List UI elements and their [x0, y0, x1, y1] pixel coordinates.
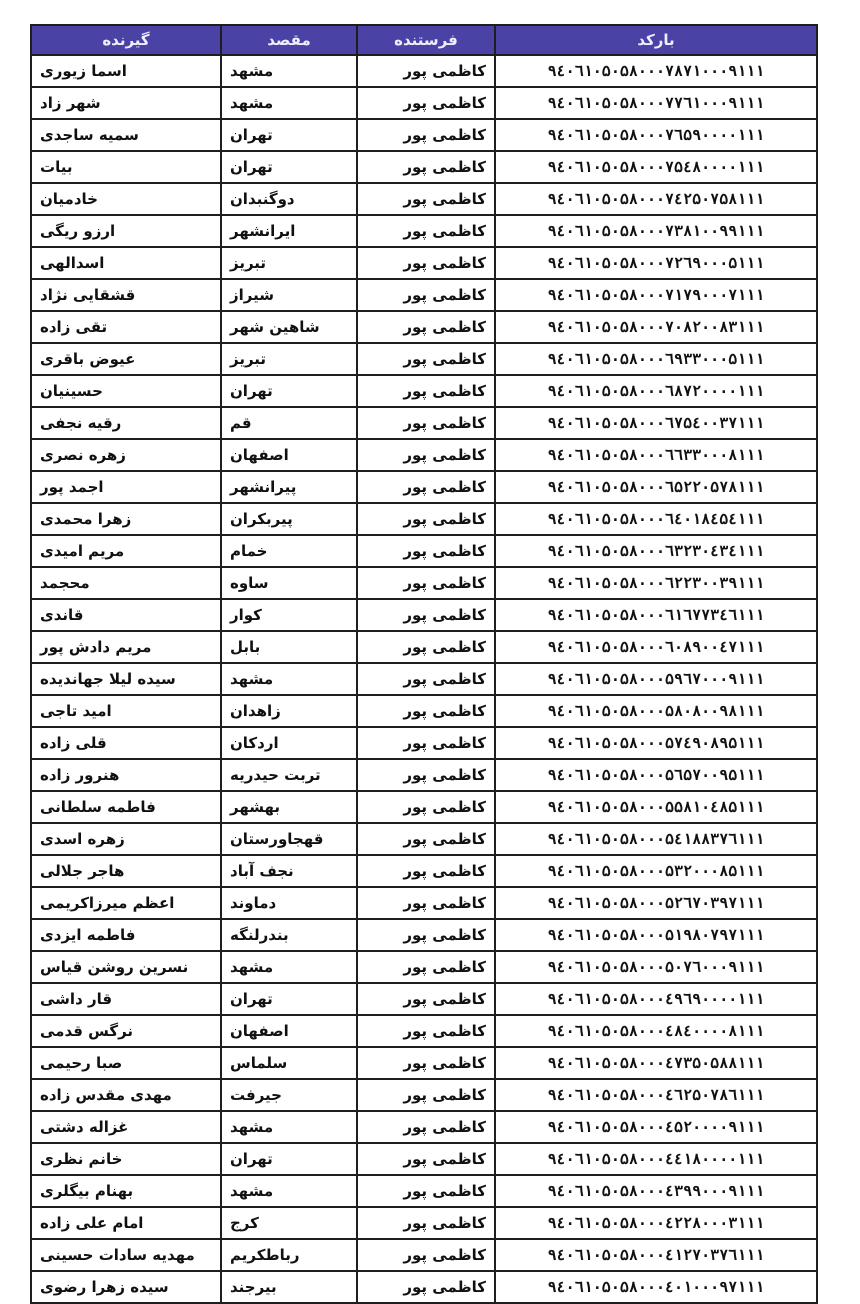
- destination-cell: اصفهان: [221, 1015, 357, 1047]
- barcode-cell: ۹٤۰٦۱۰۵۰۵۸۰۰۰۵۹٦۷۰۰۰۹۱۱۱: [495, 663, 817, 695]
- destination-cell: مشهد: [221, 951, 357, 983]
- destination-cell: شیراز: [221, 279, 357, 311]
- barcode-cell: ۹٤۰٦۱۰۵۰۵۸۰۰۰۵۸۰۸۰۰۹۸۱۱۱: [495, 695, 817, 727]
- table-row: [31, 759, 817, 791]
- barcode-cell: ۹٤۰٦۱۰۵۰۵۸۰۰۰٤۷۳۵۰۵۸۸۱۱۱: [495, 1047, 817, 1079]
- destination-cell: مشهد: [221, 1175, 357, 1207]
- sender-cell: کاظمی پور: [357, 247, 495, 279]
- receiver-cell: زهره نصری: [31, 439, 221, 471]
- destination-cell: تربت حیدریه: [221, 759, 357, 791]
- table-row: [31, 535, 817, 567]
- barcode-cell: ۹٤۰٦۱۰۵۰۵۸۰۰۰۵۲٦۷۰۳۹۷۱۱۱: [495, 887, 817, 919]
- sender-cell: کاظمی پور: [357, 439, 495, 471]
- barcode-cell: ۹٤۰٦۱۰۵۰۵۸۰۰۰۷۷٦۱۰۰۰۹۱۱۱: [495, 87, 817, 119]
- receiver-cell: حسینیان: [31, 375, 221, 407]
- receiver-cell: هاجر جلالی: [31, 855, 221, 887]
- destination-cell: تبریز: [221, 247, 357, 279]
- destination-cell: تهران: [221, 1143, 357, 1175]
- table-row: [31, 567, 817, 599]
- receiver-cell: مهدی مقدس زاده: [31, 1079, 221, 1111]
- receiver-cell: امید تاجی: [31, 695, 221, 727]
- table-row: [31, 1015, 817, 1047]
- receiver-cell: فاطمه ایزدی: [31, 919, 221, 951]
- barcode-cell: ۹٤۰٦۱۰۵۰۵۸۰۰۰۷٤۲۵۰۷۵۸۱۱۱: [495, 183, 817, 215]
- receiver-cell: سیده زهرا رضوی: [31, 1271, 221, 1303]
- receiver-cell: زهره اسدی: [31, 823, 221, 855]
- receiver-cell: عیوض باقری: [31, 343, 221, 375]
- destination-cell: رباطکریم: [221, 1239, 357, 1271]
- destination-cell: سلماس: [221, 1047, 357, 1079]
- barcode-cell: ۹٤۰٦۱۰۵۰۵۸۰۰۰٦۳۲۳۰٤۳٤۱۱۱: [495, 535, 817, 567]
- barcode-cell: ۹٤۰٦۱۰۵۰۵۸۰۰۰٦۹۳۳۰۰۰۵۱۱۱: [495, 343, 817, 375]
- receiver-cell: خانم نظری: [31, 1143, 221, 1175]
- sender-cell: کاظمی پور: [357, 471, 495, 503]
- destination-cell: تهران: [221, 983, 357, 1015]
- table-row: [31, 1079, 817, 1111]
- barcode-cell: ۹٤۰٦۱۰۵۰۵۸۰۰۰۷۵٤۸۰۰۰۰۱۱۱: [495, 151, 817, 183]
- receiver-cell: غزاله دشتی: [31, 1111, 221, 1143]
- receiver-cell: زهرا محمدی: [31, 503, 221, 535]
- table-row: [31, 87, 817, 119]
- receiver-cell: فاطمه سلطانی: [31, 791, 221, 823]
- header-receiver: گیرنده: [31, 25, 221, 55]
- table-row: [31, 887, 817, 919]
- table-row: [31, 183, 817, 215]
- barcode-cell: ۹٤۰٦۱۰۵۰۵۸۰۰۰٤۵۲۰۰۰۰۹۱۱۱: [495, 1111, 817, 1143]
- sender-cell: کاظمی پور: [357, 791, 495, 823]
- table-row: [31, 823, 817, 855]
- sender-cell: کاظمی پور: [357, 631, 495, 663]
- header-barcode: بارکد: [495, 25, 817, 55]
- table-row: [31, 55, 817, 87]
- table-row: [31, 375, 817, 407]
- table-row: [31, 695, 817, 727]
- shipment-table: [30, 24, 818, 1304]
- barcode-cell: ۹٤۰٦۱۰۵۰۵۸۰۰۰٤۰۱۰۰۰۹۷۱۱۱: [495, 1271, 817, 1303]
- table-row: [31, 919, 817, 951]
- sender-cell: کاظمی پور: [357, 695, 495, 727]
- destination-cell: تبریز: [221, 343, 357, 375]
- table-body: [31, 55, 817, 1303]
- header-destination: مقصد: [221, 25, 357, 55]
- receiver-cell: نرگس قدمی: [31, 1015, 221, 1047]
- barcode-cell: ۹٤۰٦۱۰۵۰۵۸۰۰۰٦۷۵٤۰۰۳۷۱۱۱: [495, 407, 817, 439]
- sender-cell: کاظمی پور: [357, 1143, 495, 1175]
- sender-cell: کاظمی پور: [357, 1239, 495, 1271]
- destination-cell: تهران: [221, 151, 357, 183]
- barcode-cell: ۹٤۰٦۱۰۵۰۵۸۰۰۰٤٦۲۵۰۷۸٦۱۱۱: [495, 1079, 817, 1111]
- barcode-cell: ۹٤۰٦۱۰۵۰۵۸۰۰۰۷۳۸۱۰۰۹۹۱۱۱: [495, 215, 817, 247]
- receiver-cell: اسدالهی: [31, 247, 221, 279]
- destination-cell: بیرجند: [221, 1271, 357, 1303]
- sender-cell: کاظمی پور: [357, 407, 495, 439]
- receiver-cell: قشقایی نژاد: [31, 279, 221, 311]
- table-row: [31, 599, 817, 631]
- table-row: [31, 855, 817, 887]
- receiver-cell: رقیه نجفی: [31, 407, 221, 439]
- barcode-cell: ۹٤۰٦۱۰۵۰۵۸۰۰۰۵٤۱۸۸۳۷٦۱۱۱: [495, 823, 817, 855]
- table-row: [31, 439, 817, 471]
- table-row: [31, 727, 817, 759]
- destination-cell: کوار: [221, 599, 357, 631]
- barcode-cell: ۹٤۰٦۱۰۵۰۵۸۰۰۰۵۳۲۰۰۰۸۵۱۱۱: [495, 855, 817, 887]
- destination-cell: مشهد: [221, 1111, 357, 1143]
- destination-cell: قم: [221, 407, 357, 439]
- table-row: [31, 1239, 817, 1271]
- destination-cell: پیربکران: [221, 503, 357, 535]
- sender-cell: کاظمی پور: [357, 151, 495, 183]
- sender-cell: کاظمی پور: [357, 983, 495, 1015]
- receiver-cell: هنرور زاده: [31, 759, 221, 791]
- sender-cell: کاظمی پور: [357, 311, 495, 343]
- destination-cell: بندرلنگه: [221, 919, 357, 951]
- barcode-cell: ۹٤۰٦۱۰۵۰۵۸۰۰۰٦۲۲۳۰۰۳۹۱۱۱: [495, 567, 817, 599]
- sender-cell: کاظمی پور: [357, 663, 495, 695]
- receiver-cell: اعظم میرزاکریمی: [31, 887, 221, 919]
- barcode-cell: ۹٤۰٦۱۰۵۰۵۸۰۰۰٤٤۱۸۰۰۰۰۱۱۱: [495, 1143, 817, 1175]
- destination-cell: بابل: [221, 631, 357, 663]
- barcode-cell: ۹٤۰٦۱۰۵۰۵۸۰۰۰٤۲۲۸۰۰۰۳۱۱۱: [495, 1207, 817, 1239]
- sender-cell: کاظمی پور: [357, 503, 495, 535]
- table-row: [31, 343, 817, 375]
- barcode-cell: ۹٤۰٦۱۰۵۰۵۸۰۰۰۷۸۷۱۰۰۰۹۱۱۱: [495, 55, 817, 87]
- table-row: [31, 663, 817, 695]
- table-row: [31, 151, 817, 183]
- receiver-cell: قلی زاده: [31, 727, 221, 759]
- header-sender: فرستنده: [357, 25, 495, 55]
- table-row: [31, 215, 817, 247]
- table-row: [31, 1207, 817, 1239]
- receiver-cell: شهر زاد: [31, 87, 221, 119]
- barcode-cell: ۹٤۰٦۱۰۵۰۵۸۰۰۰۵۰۷٦۰۰۰۹۱۱۱: [495, 951, 817, 983]
- sender-cell: کاظمی پور: [357, 1079, 495, 1111]
- barcode-cell: ۹٤۰٦۱۰۵۰۵۸۰۰۰۵۷٤۹۰۸۹۵۱۱۱: [495, 727, 817, 759]
- sender-cell: کاظمی پور: [357, 951, 495, 983]
- receiver-cell: محجمد: [31, 567, 221, 599]
- destination-cell: تهران: [221, 375, 357, 407]
- table-row: [31, 1271, 817, 1303]
- sender-cell: کاظمی پور: [357, 823, 495, 855]
- barcode-cell: ۹٤۰٦۱۰۵۰۵۸۰۰۰۵۱۹۸۰۷۹۷۱۱۱: [495, 919, 817, 951]
- destination-cell: خمام: [221, 535, 357, 567]
- receiver-cell: تقی زاده: [31, 311, 221, 343]
- sender-cell: کاظمی پور: [357, 1271, 495, 1303]
- table-row: [31, 1175, 817, 1207]
- receiver-cell: خادمیان: [31, 183, 221, 215]
- sender-cell: کاظمی پور: [357, 535, 495, 567]
- header-row: [31, 25, 817, 55]
- table-row: [31, 1143, 817, 1175]
- destination-cell: مشهد: [221, 663, 357, 695]
- table-row: [31, 503, 817, 535]
- table-row: [31, 1111, 817, 1143]
- table-header: [31, 25, 817, 55]
- barcode-cell: ۹٤۰٦۱۰۵۰۵۸۰۰۰٦۵۲۲۰۵۷۸۱۱۱: [495, 471, 817, 503]
- receiver-cell: بیات: [31, 151, 221, 183]
- destination-cell: نجف آباد: [221, 855, 357, 887]
- barcode-cell: ۹٤۰٦۱۰۵۰۵۸۰۰۰٦۸۷۲۰۰۰۰۱۱۱: [495, 375, 817, 407]
- barcode-cell: ۹٤۰٦۱۰۵۰۵۸۰۰۰٦۱٦۷۷۳٤٦۱۱۱: [495, 599, 817, 631]
- table-row: [31, 119, 817, 151]
- destination-cell: اردکان: [221, 727, 357, 759]
- sender-cell: کاظمی پور: [357, 87, 495, 119]
- sender-cell: کاظمی پور: [357, 55, 495, 87]
- destination-cell: جیرفت: [221, 1079, 357, 1111]
- barcode-cell: ۹٤۰٦۱۰۵۰۵۸۰۰۰۵۵۸۱۰٤۸۵۱۱۱: [495, 791, 817, 823]
- sender-cell: کاظمی پور: [357, 1207, 495, 1239]
- barcode-cell: ۹٤۰٦۱۰۵۰۵۸۰۰۰۷٦۵۹۰۰۰۰۱۱۱: [495, 119, 817, 151]
- table-row: [31, 279, 817, 311]
- barcode-cell: ۹٤۰٦۱۰۵۰۵۸۰۰۰٦٤۰۱۸٤۵٤۱۱۱: [495, 503, 817, 535]
- receiver-cell: مریم دادش پور: [31, 631, 221, 663]
- receiver-cell: امام علی زاده: [31, 1207, 221, 1239]
- sender-cell: کاظمی پور: [357, 279, 495, 311]
- sender-cell: کاظمی پور: [357, 759, 495, 791]
- destination-cell: کرج: [221, 1207, 357, 1239]
- sender-cell: کاظمی پور: [357, 1047, 495, 1079]
- table-row: [31, 1047, 817, 1079]
- destination-cell: زاهدان: [221, 695, 357, 727]
- destination-cell: مشهد: [221, 55, 357, 87]
- table-row: [31, 951, 817, 983]
- receiver-cell: اسما زیوری: [31, 55, 221, 87]
- table-row: [31, 791, 817, 823]
- sender-cell: کاظمی پور: [357, 183, 495, 215]
- sender-cell: کاظمی پور: [357, 919, 495, 951]
- table-row: [31, 407, 817, 439]
- destination-cell: پیرانشهر: [221, 471, 357, 503]
- receiver-cell: ارزو ریگی: [31, 215, 221, 247]
- destination-cell: ساوه: [221, 567, 357, 599]
- barcode-cell: ۹٤۰٦۱۰۵۰۵۸۰۰۰۷۰۸۲۰۰۸۳۱۱۱: [495, 311, 817, 343]
- destination-cell: قهجاورستان: [221, 823, 357, 855]
- destination-cell: تهران: [221, 119, 357, 151]
- destination-cell: مشهد: [221, 87, 357, 119]
- destination-cell: دوگنبدان: [221, 183, 357, 215]
- receiver-cell: سمیه ساجدی: [31, 119, 221, 151]
- table-row: [31, 471, 817, 503]
- sender-cell: کاظمی پور: [357, 1175, 495, 1207]
- receiver-cell: مریم امیدی: [31, 535, 221, 567]
- sender-cell: کاظمی پور: [357, 855, 495, 887]
- destination-cell: ایرانشهر: [221, 215, 357, 247]
- sender-cell: کاظمی پور: [357, 567, 495, 599]
- sender-cell: کاظمی پور: [357, 1111, 495, 1143]
- receiver-cell: سیده لیلا جهاندیده: [31, 663, 221, 695]
- barcode-cell: ۹٤۰٦۱۰۵۰۵۸۰۰۰٦٦۳۳۰۰۰۸۱۱۱: [495, 439, 817, 471]
- receiver-cell: نسرین روشن قیاس: [31, 951, 221, 983]
- sender-cell: کاظمی پور: [357, 375, 495, 407]
- table-row: [31, 311, 817, 343]
- barcode-cell: ۹٤۰٦۱۰۵۰۵۸۰۰۰۵٦۵۷۰۰۹۵۱۱۱: [495, 759, 817, 791]
- barcode-cell: ۹٤۰٦۱۰۵۰۵۸۰۰۰۷۲٦۹۰۰۰۵۱۱۱: [495, 247, 817, 279]
- receiver-cell: قاندی: [31, 599, 221, 631]
- sender-cell: کاظمی پور: [357, 599, 495, 631]
- sender-cell: کاظمی پور: [357, 215, 495, 247]
- sender-cell: کاظمی پور: [357, 727, 495, 759]
- destination-cell: بهشهر: [221, 791, 357, 823]
- barcode-cell: ۹٤۰٦۱۰۵۰۵۸۰۰۰٤۸٤۰۰۰۰۸۱۱۱: [495, 1015, 817, 1047]
- receiver-cell: بهنام بیگلری: [31, 1175, 221, 1207]
- sender-cell: کاظمی پور: [357, 887, 495, 919]
- receiver-cell: قار داشی: [31, 983, 221, 1015]
- destination-cell: شاهین شهر: [221, 311, 357, 343]
- sender-cell: کاظمی پور: [357, 343, 495, 375]
- sender-cell: کاظمی پور: [357, 119, 495, 151]
- barcode-cell: ۹٤۰٦۱۰۵۰۵۸۰۰۰٤۹٦۹۰۰۰۰۱۱۱: [495, 983, 817, 1015]
- barcode-cell: ۹٤۰٦۱۰۵۰۵۸۰۰۰٤۳۹۹۰۰۰۹۱۱۱: [495, 1175, 817, 1207]
- barcode-cell: ۹٤۰٦۱۰۵۰۵۸۰۰۰٤۱۲۷۰۳۷٦۱۱۱: [495, 1239, 817, 1271]
- barcode-cell: ۹٤۰٦۱۰۵۰۵۸۰۰۰٦۰۸۹۰۰٤۷۱۱۱: [495, 631, 817, 663]
- receiver-cell: اجمد پور: [31, 471, 221, 503]
- destination-cell: دماوند: [221, 887, 357, 919]
- barcode-cell: ۹٤۰٦۱۰۵۰۵۸۰۰۰۷۱۷۹۰۰۰۷۱۱۱: [495, 279, 817, 311]
- table-row: [31, 631, 817, 663]
- table-row: [31, 247, 817, 279]
- table-row: [31, 983, 817, 1015]
- destination-cell: اصفهان: [221, 439, 357, 471]
- receiver-cell: مهدیه سادات حسینی: [31, 1239, 221, 1271]
- sender-cell: کاظمی پور: [357, 1015, 495, 1047]
- receiver-cell: صبا رحیمی: [31, 1047, 221, 1079]
